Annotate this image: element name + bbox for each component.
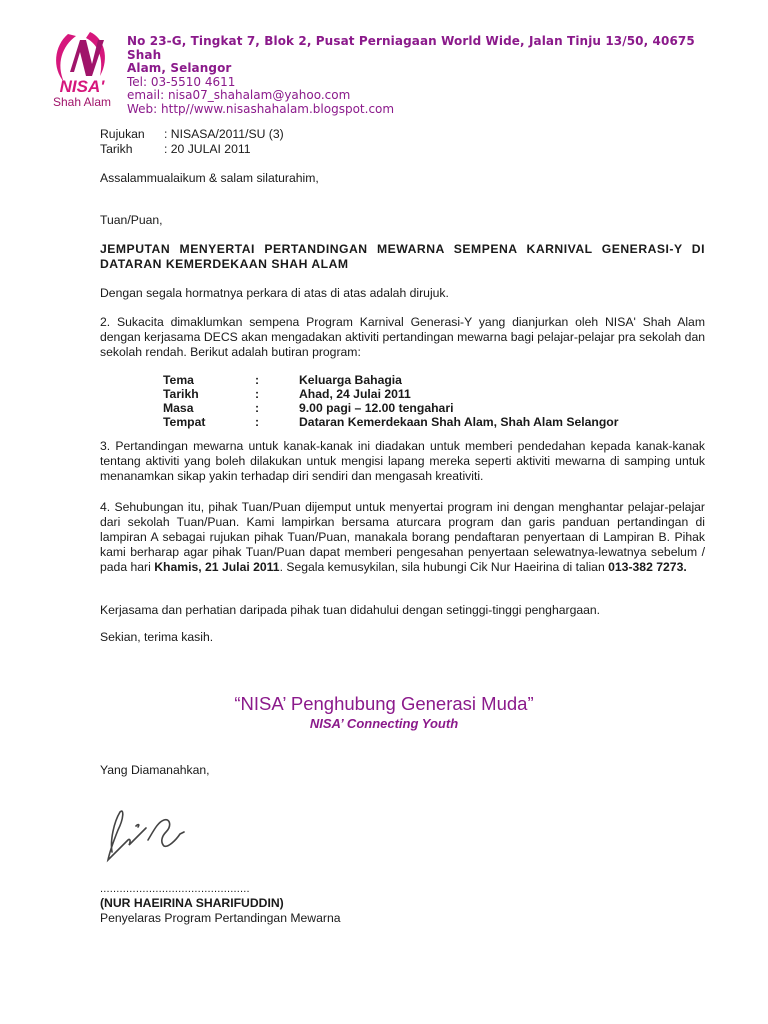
letterhead-address <box>127 35 727 117</box>
tarikh-label: Tarikh <box>100 142 133 156</box>
slogan-sub: NISA’ Connecting Youth <box>309 716 459 731</box>
program-label: Tarikh <box>163 387 199 401</box>
tarikh-value: : 20 JULAI 2011 <box>164 142 251 156</box>
program-label: Tempat <box>163 415 206 429</box>
paragraph-4-text: 4. Sehubungan itu, pihak Tuan/Puan dijemput untuk menyertai program ini dengan menghantar pelajar-pelajar dari sekolah Tuan/Puan. Kami lampirkan bersama aturcara program dan garis panduan pertandingan di lampiran A sebagai rujukan pihak Tuan/Puan, manakala borang pendaftaran penyertaan di Lampiran B. Pihak kami berharap agar pihak Tuan/Puan dapat memberi pengesahan penyertaan selewatnya-lewatnya sebelum / pada hari <box>100 500 705 574</box>
program-value: Dataran Kemerdekaan Shah Alam, Shah Alam Selangor <box>299 415 619 429</box>
paragraph-4-text-2: . Segala kemusykilan, sila hubungi Cik Nur Haeirina di talian <box>279 560 609 574</box>
paragraph-2: 2. Sukacita dimaklumkan sempena Program Karnival Generasi-Y yang dianjurkan oleh NISA' Shah Alam dengan kerjasama DECS akan mengadakan aktiviti pertandingan mewarna bagi pelajar-pelajar pra sekolah dan sekolah rendah. Berikut adalah butiran program: <box>100 315 705 359</box>
website: Web: http//www.nisashahalam.blogspot.com <box>127 101 395 116</box>
paragraph-5: Kerjasama dan perhatian daripada pihak tuan didahului dengan setinggi-tinggi penghargaan. <box>100 603 601 617</box>
program-value: 9.00 pagi – 12.00 tengahari <box>299 401 454 415</box>
signatory-title: Penyelaras Program Pertandingan Mewarna <box>100 911 341 925</box>
address-line1: No 23-G, Tingkat 7, Blok 2, Pusat Perniagaan World Wide, Jalan Tinju 13/50, 40675 Shah <box>127 34 695 62</box>
rujukan-label: Rujukan <box>100 127 145 141</box>
telephone: Tel: 03-5510 4611 <box>127 74 236 89</box>
closing-yang-diamanahkan: Yang Diamanahkan, <box>100 763 210 777</box>
paragraph-6: Sekian, terima kasih. <box>100 630 214 644</box>
signature-line: .............................................. <box>100 883 250 895</box>
contact-phone: 013-382 7273. <box>608 560 687 574</box>
program-value: Ahad, 24 Julai 2011 <box>299 387 411 401</box>
program-row <box>163 401 618 415</box>
email: email: nisa07_shahalam@yahoo.com <box>127 88 351 103</box>
program-sep: : <box>255 373 260 387</box>
program-value: Keluarga Bahagia <box>299 373 402 387</box>
deadline-date: Khamis, 21 Julai 2011 <box>154 560 280 574</box>
program-details <box>163 373 618 429</box>
reference-block <box>100 127 284 157</box>
address-line2: Alam, Selangor <box>127 61 232 76</box>
program-label: Tema <box>163 373 194 387</box>
salutation: Tuan/Puan, <box>100 213 163 227</box>
nisa-logo <box>46 24 118 108</box>
program-row <box>163 387 618 401</box>
program-label: Masa <box>163 401 194 415</box>
paragraph-4 <box>100 500 705 575</box>
signature-image <box>100 800 195 868</box>
logo-text: NISA' <box>59 77 105 96</box>
greeting: Assalammualaikum & salam silaturahim, <box>100 171 319 185</box>
signatory-name: (NUR HAEIRINA SHARIFUDDIN) <box>100 896 284 910</box>
paragraph-1: Dengan segala hormatnya perkara di atas di atas adalah dirujuk. <box>100 286 449 300</box>
rujukan-value: : NISASA/2011/SU (3) <box>164 127 284 141</box>
program-sep: : <box>255 387 260 401</box>
program-sep: : <box>255 415 260 429</box>
program-sep: : <box>255 401 260 415</box>
program-row <box>163 373 618 387</box>
subject-line: JEMPUTAN MENYERTAI PERTANDINGAN MEWARNA SEMPENA KARNIVAL GENERASI-Y DI DATARAN KEMERDEKAAN SHAH ALAM <box>100 242 705 271</box>
slogan-main: “NISA’ Penghubung Generasi Muda” <box>234 693 534 714</box>
logo-subtext: Shah Alam <box>52 95 112 108</box>
program-row <box>163 415 618 429</box>
paragraph-3: 3. Pertandingan mewarna untuk kanak-kanak ini diadakan untuk memberi pendedahan kepada kanak-kanak tentang aktiviti yang boleh dilakukan untuk mengisi lapang mereka seperti aktiviti mewarna di samping untuk menanamkan sikap yakin terhadap diri sendiri dan mengasah kreativiti. <box>100 439 705 483</box>
